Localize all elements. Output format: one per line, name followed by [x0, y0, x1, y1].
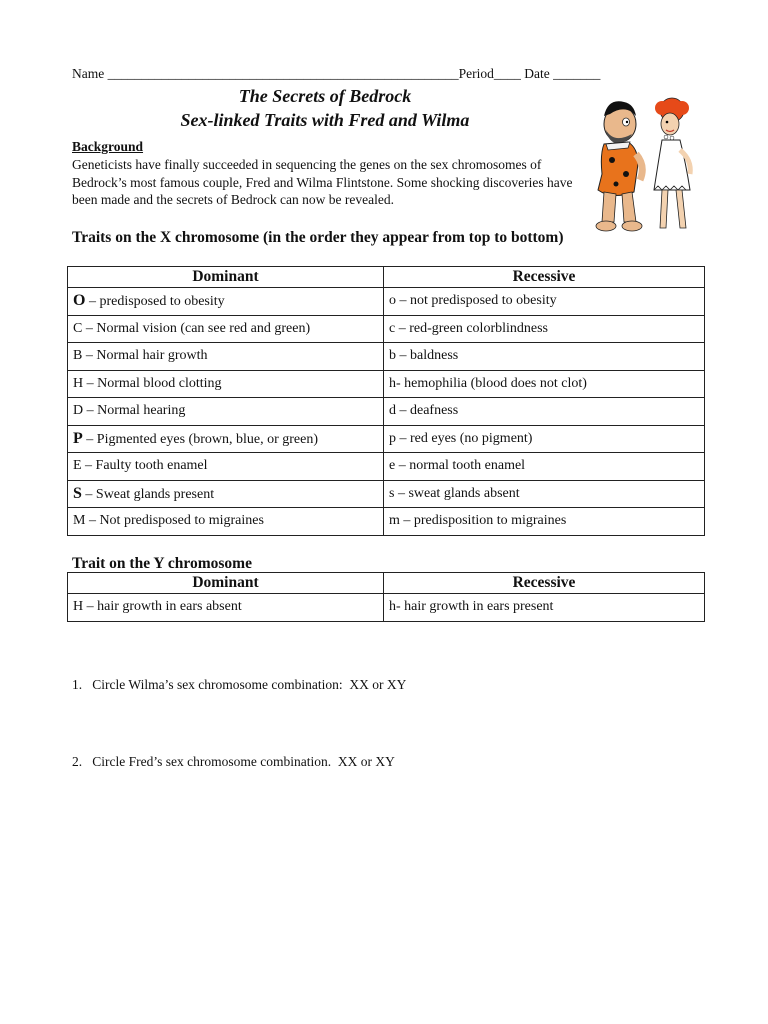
dominant-column-header: Dominant — [68, 267, 384, 288]
question-text[interactable]: Circle Wilma’s sex chromosome combination: XX or XY — [92, 677, 407, 692]
table-row — [68, 508, 705, 536]
question-2 — [72, 754, 395, 770]
recessive-trait: m – predisposition to migraines — [384, 508, 705, 536]
recessive-column-header: Recessive — [384, 573, 705, 594]
dominant-trait — [68, 508, 384, 536]
dominant-trait — [68, 398, 384, 426]
dominant-trait: H – hair growth in ears absent — [68, 594, 384, 622]
dominant-trait-text: H – Normal blood clotting — [73, 375, 222, 391]
period-field-label[interactable]: Period____ — [458, 66, 521, 81]
dominant-trait — [68, 343, 384, 371]
recessive-trait: b – baldness — [384, 343, 705, 371]
dominant-trait-text: – Sweat glands present — [81, 486, 215, 502]
allele-symbol: P — [73, 429, 83, 447]
recessive-trait: e – normal tooth enamel — [384, 453, 705, 481]
dominant-trait — [68, 288, 384, 316]
table-row — [68, 453, 705, 481]
page-subtitle: Sex-linked Traits with Fred and Wilma — [180, 110, 470, 130]
y-traits-table — [67, 572, 705, 622]
x-traits-table — [67, 266, 705, 536]
dominant-trait — [68, 425, 384, 453]
dominant-trait — [68, 370, 384, 398]
recessive-trait: p – red eyes (no pigment) — [384, 425, 705, 453]
recessive-trait: h- hemophilia (blood does not clot) — [384, 370, 705, 398]
page-title: The Secrets of Bedrock — [238, 86, 412, 106]
dominant-trait — [68, 453, 384, 481]
dominant-trait — [68, 315, 384, 343]
question-text[interactable]: Circle Fred’s sex chromosome combination. XX or XY — [92, 754, 395, 769]
header-line — [72, 66, 702, 82]
recessive-trait: c – red-green colorblindness — [384, 315, 705, 343]
recessive-trait: s – sweat glands absent — [384, 480, 705, 508]
table-header-row — [68, 573, 705, 594]
recessive-trait: h- hair growth in ears present — [384, 594, 705, 622]
question-1 — [72, 677, 406, 693]
recessive-trait: o – not predisposed to obesity — [384, 288, 705, 316]
background-text: Geneticists have finally succeeded in sequencing the genes on the sex chromosomes of Bedrock’s most famous couple, Fred and Wilma Flintstone. Some shocking discoveries have been made and the secrets of Bedrock can now be revealed. — [72, 157, 573, 207]
fred-figure — [596, 101, 642, 231]
allele-symbol: S — [73, 484, 82, 502]
question-number: 1. — [72, 677, 83, 692]
table-row — [68, 398, 705, 426]
table-row — [68, 480, 705, 508]
dominant-trait-text: D – Normal hearing — [73, 403, 186, 419]
table-row — [68, 425, 705, 453]
dominant-trait-text: B – Normal hair growth — [73, 348, 208, 364]
fred-and-wilma-illustration — [592, 94, 704, 252]
table-row — [68, 343, 705, 371]
dominant-trait-text: – Pigmented eyes (brown, blue, or green) — [82, 431, 318, 447]
dominant-column-header: Dominant — [68, 573, 384, 594]
x-traits-heading: Traits on the X chromosome (in the order they appear from top to bottom) — [72, 229, 564, 246]
name-field-label[interactable]: Name ____________________________________________________ — [72, 66, 459, 81]
dominant-trait-text: E – Faulty tooth enamel — [73, 458, 208, 474]
dominant-trait-text: – predisposed to obesity — [85, 294, 225, 310]
wilma-figure — [654, 98, 690, 228]
allele-symbol: O — [73, 292, 86, 310]
question-number: 2. — [72, 754, 83, 769]
dominant-trait — [68, 480, 384, 508]
table-row — [68, 288, 705, 316]
recessive-column-header: Recessive — [384, 267, 705, 288]
table-row — [68, 370, 705, 398]
dominant-trait-text: C – Normal vision (can see red and green) — [73, 320, 311, 336]
table-row — [68, 594, 705, 622]
date-field-label[interactable]: Date _______ — [524, 66, 601, 81]
recessive-trait: d – deafness — [384, 398, 705, 426]
y-traits-heading: Trait on the Y chromosome — [72, 555, 252, 572]
background-heading: Background — [72, 139, 144, 154]
table-header-row — [68, 267, 705, 288]
table-row — [68, 315, 705, 343]
dominant-trait-text: M – Not predisposed to migraines — [73, 513, 264, 529]
